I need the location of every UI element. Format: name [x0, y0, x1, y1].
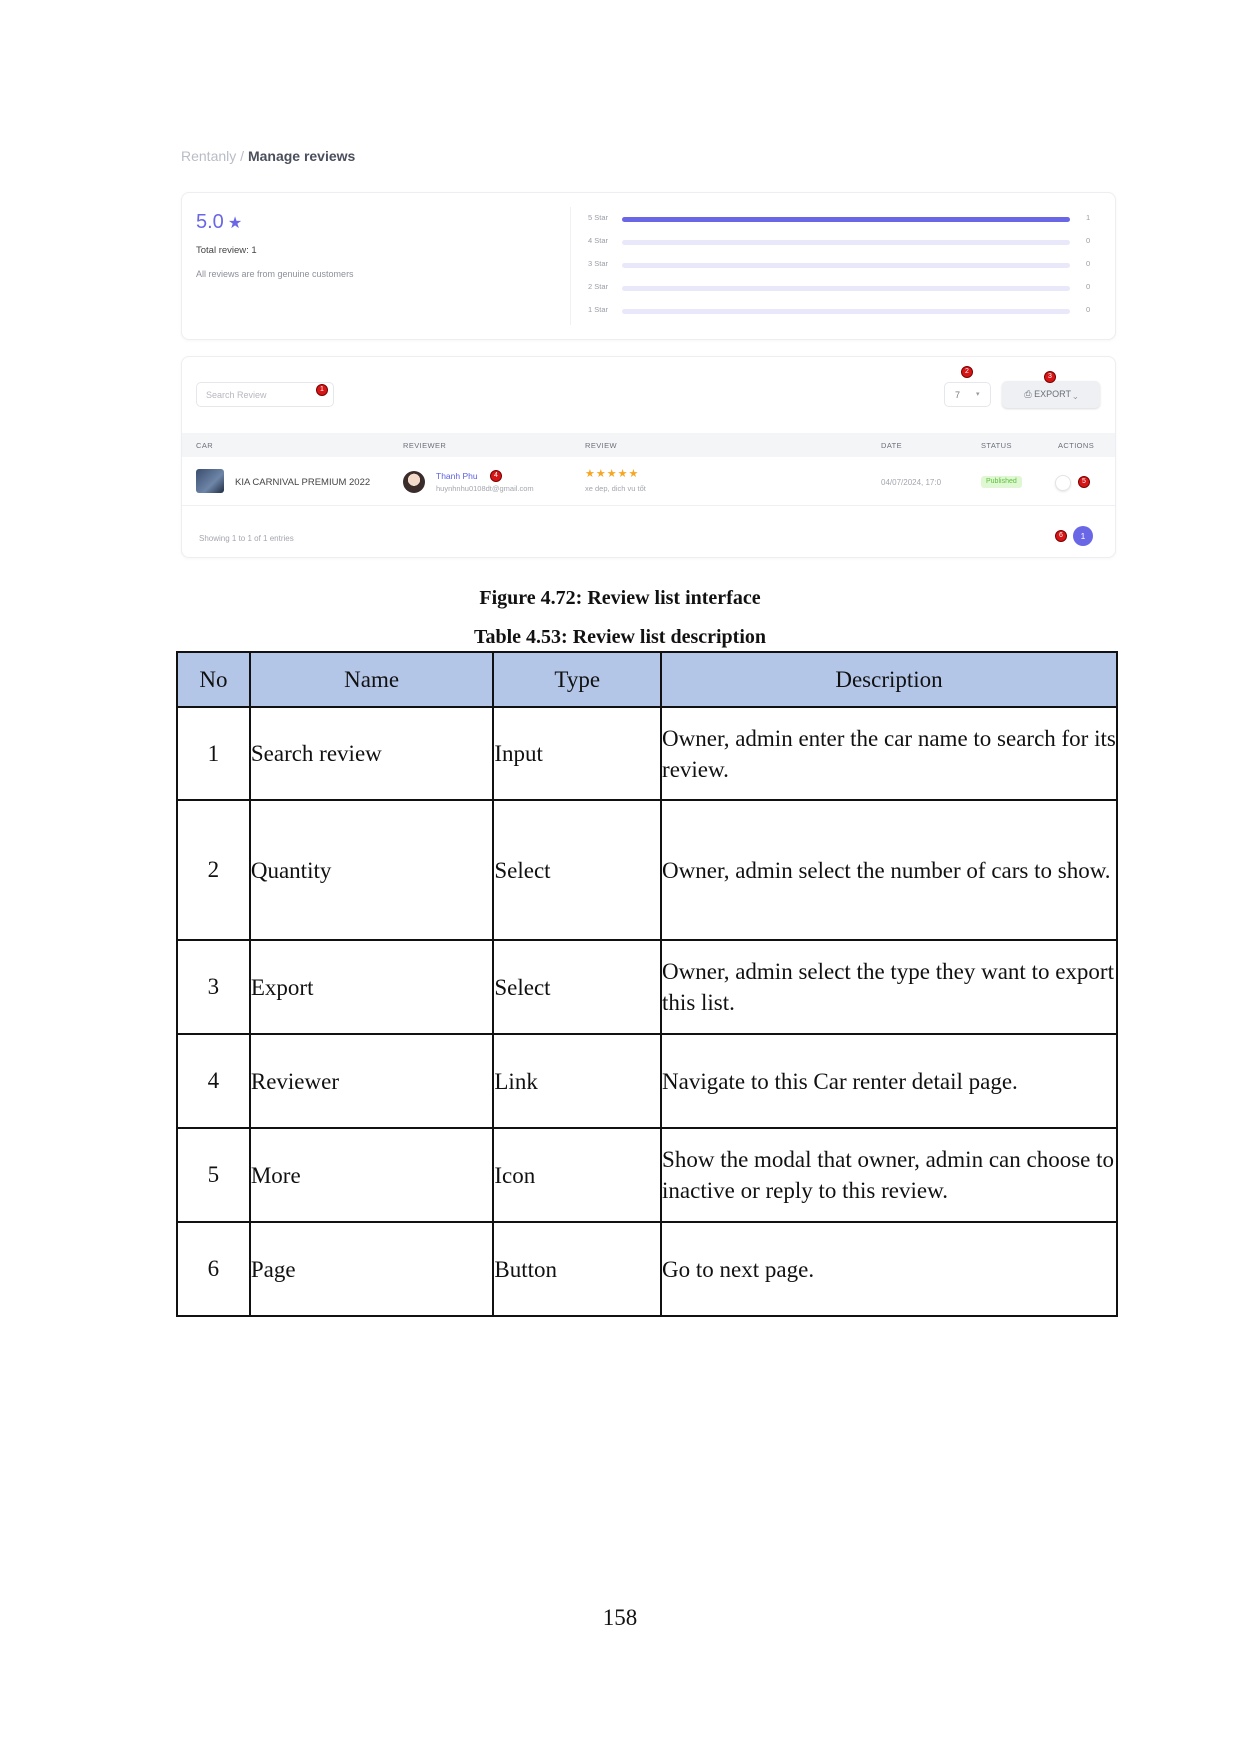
rating-count: 0	[1086, 282, 1091, 291]
car-thumbnail	[196, 469, 224, 493]
cell-name: Quantity	[250, 800, 494, 940]
breadcrumb-root[interactable]: Rentanly	[181, 148, 237, 164]
total-review-count: Total review: 1	[196, 245, 257, 256]
export-button[interactable]: ⎙ EXPORT ⌄	[1002, 381, 1100, 408]
table-row	[177, 940, 1117, 1034]
annotation-marker-3: 3	[1044, 371, 1056, 383]
rating-stars-icon: ★★★★★	[585, 468, 640, 480]
rating-label: 3 Star	[588, 259, 609, 268]
cell-type: Select	[493, 940, 661, 1034]
cell-name: Search review	[250, 707, 494, 800]
table-caption: Table 4.53: Review list description	[473, 626, 767, 648]
description-table-header-row	[177, 652, 1117, 707]
column-header-reviewer: REVIEWER	[403, 441, 447, 450]
cell-description: Go to next page.	[661, 1222, 1117, 1316]
breadcrumb-separator: /	[240, 148, 245, 164]
column-header-status: STATUS	[981, 441, 1012, 450]
cell-type: Link	[493, 1034, 661, 1128]
rating-track	[622, 309, 1070, 314]
avatar	[403, 471, 425, 493]
annotation-marker-1: 1	[316, 384, 328, 396]
cell-description: Show the modal that owner, admin can choose to inactive or reply to this review.	[661, 1128, 1117, 1222]
rating-row-2	[588, 282, 1091, 294]
cell-type: Select	[493, 800, 661, 940]
rating-row-3	[588, 259, 1091, 271]
rating-label: 5 Star	[588, 213, 609, 222]
column-header-actions: ACTIONS	[1058, 441, 1095, 450]
cell-no: 2	[177, 800, 250, 940]
quantity-value: 7	[955, 390, 961, 400]
cell-type: Button	[493, 1222, 661, 1316]
status-badge: Published	[981, 476, 1022, 488]
cell-name: Reviewer	[250, 1034, 494, 1128]
header-no: No	[177, 652, 250, 707]
star-icon: ★	[227, 215, 243, 232]
reviewer-email: huynhnhu0108dt@gmail.com	[436, 484, 534, 493]
review-list-card	[181, 356, 1116, 558]
table-row	[177, 1222, 1117, 1316]
rating-row-5	[588, 213, 1091, 225]
average-rating-value: 5.0	[196, 211, 224, 233]
annotation-marker-5: 5	[1078, 476, 1090, 488]
description-table	[176, 651, 1118, 1317]
rating-row-4	[588, 236, 1091, 248]
chevron-down-icon: ▾	[976, 391, 980, 398]
cell-name: Export	[250, 940, 494, 1034]
rating-label: 2 Star	[588, 282, 609, 291]
pagination-info: Showing 1 to 1 of 1 entries	[199, 534, 294, 543]
cell-description: Owner, admin select the type they want to export this list.	[661, 940, 1117, 1034]
genuine-note: All reviews are from genuine customers	[196, 269, 354, 279]
quantity-select[interactable]	[944, 382, 991, 407]
annotation-marker-4: 4	[490, 470, 502, 482]
annotation-marker-6: 6	[1055, 530, 1067, 542]
average-rating	[196, 211, 242, 234]
review-date: 04/07/2024, 17:0	[881, 478, 942, 487]
cell-no: 1	[177, 707, 250, 800]
table-header	[182, 433, 1115, 457]
search-input[interactable]	[196, 382, 334, 407]
breadcrumb-current: Manage reviews	[247, 148, 356, 164]
rating-count: 0	[1086, 236, 1091, 245]
page-button-1[interactable]: 1	[1073, 526, 1093, 546]
car-name: KIA CARNIVAL PREMIUM 2022	[235, 477, 371, 488]
header-description: Description	[661, 652, 1117, 707]
cell-description: Owner, admin select the number of cars to show.	[661, 800, 1117, 940]
review-text: xe dep, dich vu tốt	[585, 484, 646, 493]
summary-divider	[570, 207, 571, 325]
more-actions-toggle[interactable]	[1055, 475, 1071, 491]
figure-caption: Figure 4.72: Review list interface	[479, 587, 761, 609]
column-header-review: REVIEW	[585, 441, 617, 450]
cell-name: Page	[250, 1222, 494, 1316]
rating-count: 0	[1086, 305, 1091, 314]
cell-name: More	[250, 1128, 494, 1222]
rating-bar-fill	[622, 217, 1070, 222]
cell-no: 5	[177, 1128, 250, 1222]
rating-label: 4 Star	[588, 236, 609, 245]
rating-track	[622, 240, 1070, 245]
table-row	[177, 1128, 1117, 1222]
rating-track	[622, 286, 1070, 291]
column-header-date: DATE	[881, 441, 903, 450]
breadcrumb	[181, 148, 355, 164]
cell-description: Owner, admin enter the car name to search for its review.	[661, 707, 1117, 800]
cell-description: Navigate to this Car renter detail page.	[661, 1034, 1117, 1128]
cell-type: Icon	[493, 1128, 661, 1222]
table-row	[177, 1034, 1117, 1128]
rating-row-1	[588, 305, 1091, 317]
cell-type: Input	[493, 707, 661, 800]
cell-no: 4	[177, 1034, 250, 1128]
table-row	[182, 459, 1115, 506]
rating-count: 1	[1086, 213, 1091, 222]
table-row	[177, 800, 1117, 940]
rating-summary-card	[181, 192, 1116, 340]
page-number: 158	[602, 1605, 638, 1630]
rating-count: 0	[1086, 259, 1091, 268]
cell-no: 3	[177, 940, 250, 1034]
rating-track	[622, 263, 1070, 268]
header-type: Type	[493, 652, 661, 707]
header-name: Name	[250, 652, 494, 707]
rating-label: 1 Star	[588, 305, 609, 314]
rating-track	[622, 217, 1070, 222]
annotation-marker-2: 2	[961, 366, 973, 378]
table-row	[177, 707, 1117, 800]
reviewer-link[interactable]: Thanh Phu	[436, 471, 478, 481]
cell-no: 6	[177, 1222, 250, 1316]
column-header-car: CAR	[196, 441, 214, 450]
